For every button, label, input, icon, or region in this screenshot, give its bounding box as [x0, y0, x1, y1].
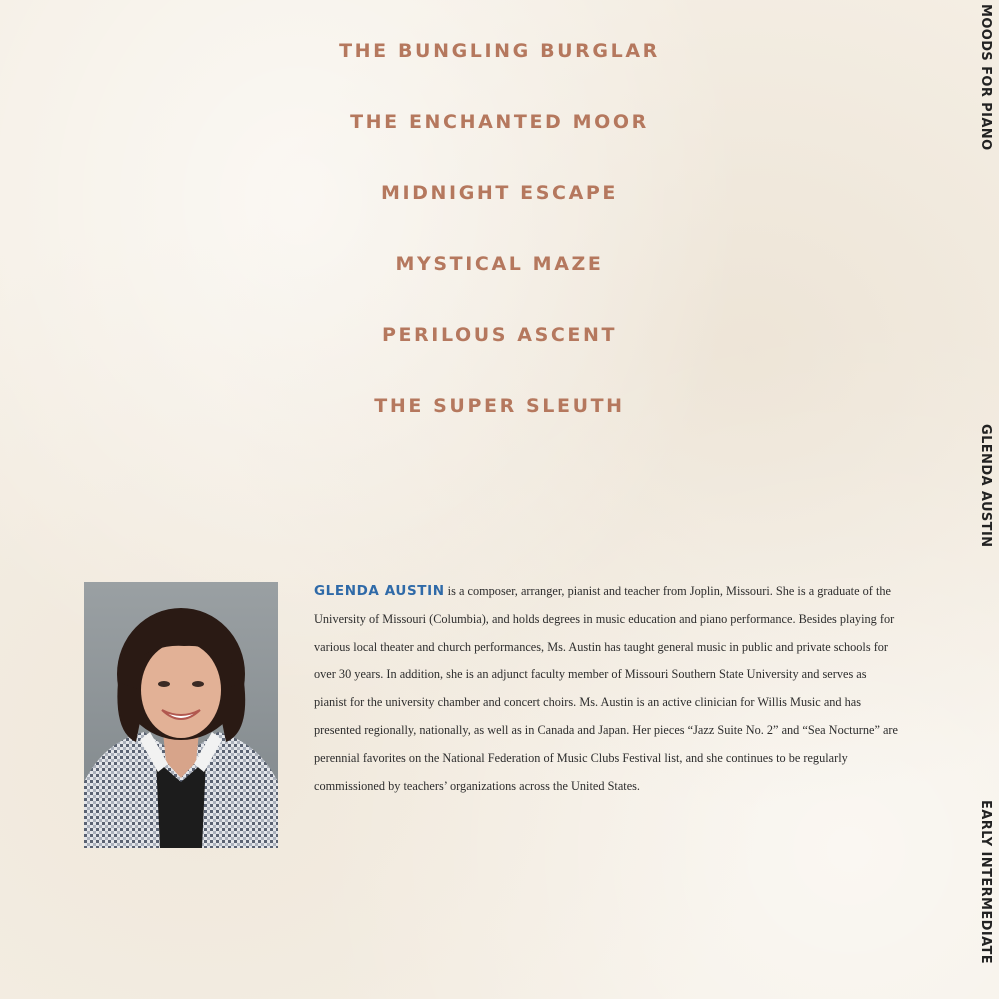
composer-biography	[314, 578, 902, 800]
spine-level-label: EARLY INTERMEDIATE	[978, 800, 993, 965]
spine-series-title: MOODS FOR PIANO	[978, 4, 993, 151]
portrait-photo-icon	[84, 582, 278, 848]
piece-title-list	[0, 34, 999, 460]
spine-composer-name: GLENDA AUSTIN	[978, 424, 993, 548]
piece-title: THE BUNGLING BURGLAR	[339, 40, 660, 62]
composer-portrait-photo	[84, 582, 278, 848]
piece-title: THE ENCHANTED MOOR	[350, 111, 649, 133]
biography-text: is a composer, arranger, pianist and teacher from Joplin, Missouri. She is a graduate of the University of Missouri (Columbia), and holds degrees in music education and piano performance. Besides playing for various local theater and church performances, Ms. Austin has taught general music in public and private schools for over 30 years. In addition, she is an adjunct faculty member of Missouri Southern State University and serves as pianist for the university chamber and concert choirs. Ms. Austin is an active clinician for Willis Music and has presented regionally, nationally, as well as in Canada and Japan. Her pieces “Jazz Suite No. 2” and “Sea Nocturne” are perennial favorites on the National Federation of Music Clubs Festival list, and she continues to be regularly commissioned by teachers’ organizations across the United States.	[314, 584, 898, 793]
piece-title: PERILOUS ASCENT	[381, 324, 618, 346]
composer-name: GLENDA AUSTIN	[314, 583, 445, 599]
piece-title: THE SUPER SLEUTH	[374, 395, 625, 417]
piece-title: MYSTICAL MAZE	[395, 253, 604, 275]
piece-title: MIDNIGHT ESCAPE	[380, 182, 618, 204]
